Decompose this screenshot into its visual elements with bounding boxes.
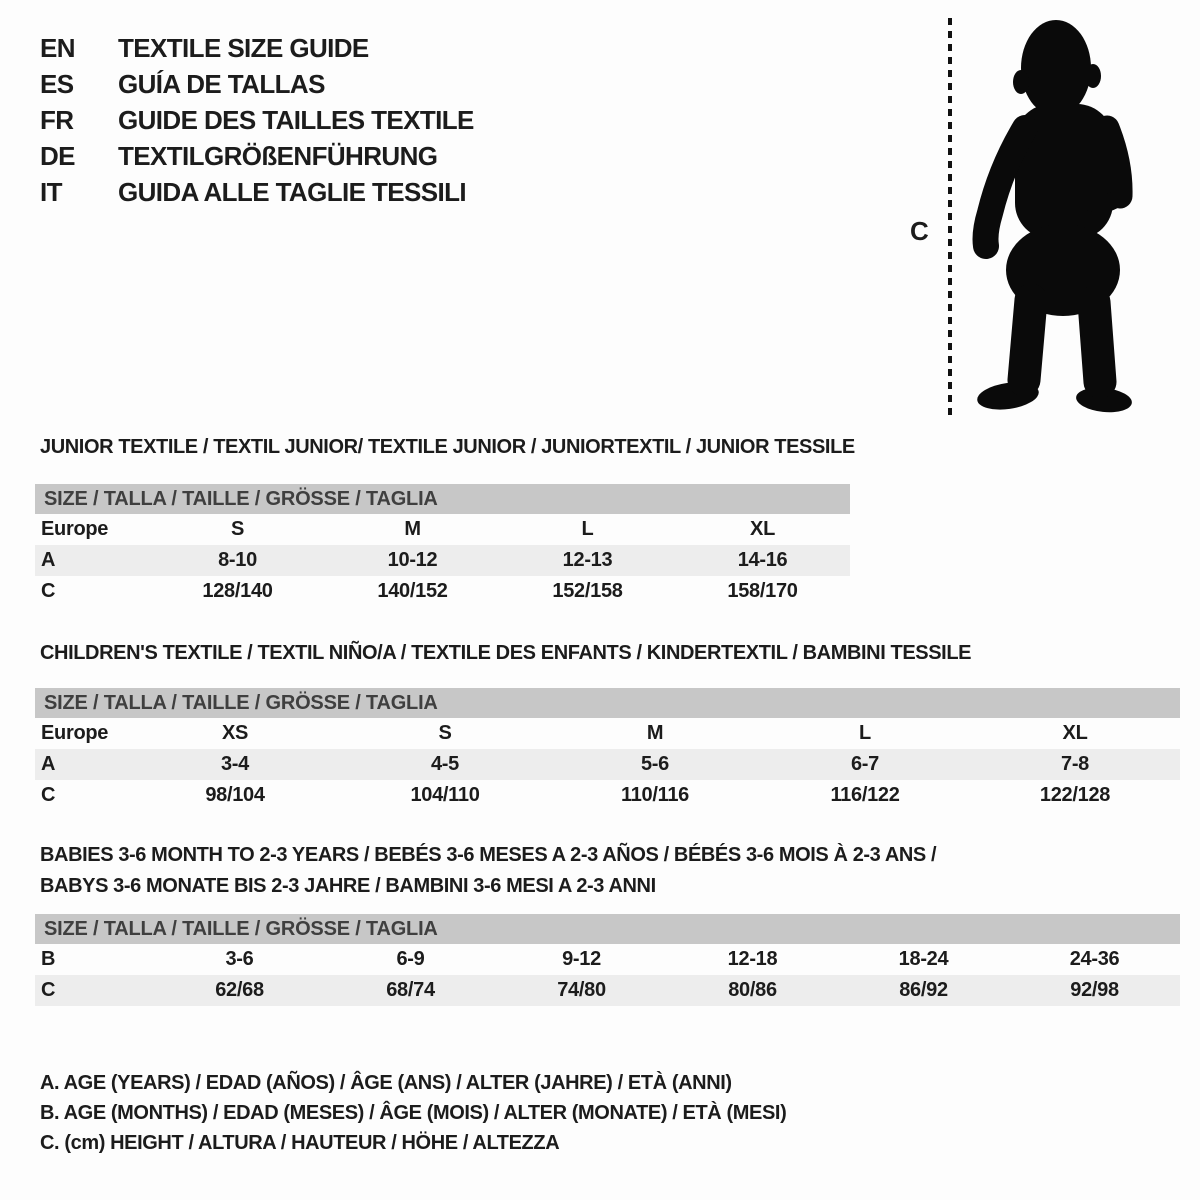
size-header-label: SIZE / TALLA / TAILLE / GRÖSSE / TAGLIA: [35, 914, 1180, 944]
size-cell: M: [404, 518, 421, 540]
size-header-bar: [35, 914, 1180, 944]
guide-title-en: TEXTILE SIZE GUIDE: [118, 32, 369, 63]
children-size-table: [35, 688, 1180, 811]
note-age-years: A. AGE (YEARS) / EDAD (AÑOS) / ÂGE (ANS) / ALTER (JAHRE) / ETÀ (ANNI): [40, 1072, 732, 1094]
row-label: Europe: [41, 722, 109, 744]
table-row-age: [35, 545, 850, 576]
size-header-bar: [35, 688, 1180, 718]
lang-code: ES: [40, 68, 74, 99]
babies-section-title: [40, 840, 936, 902]
height-cell: 110/116: [621, 784, 689, 806]
table-row-height: [35, 576, 850, 607]
row-label: A: [35, 749, 130, 780]
lang-code: EN: [40, 32, 75, 63]
height-cell: 74/80: [496, 975, 667, 1006]
size-cell: S: [438, 722, 452, 744]
age-cell: 4-5: [340, 749, 550, 780]
height-cell: 158/170: [727, 580, 798, 602]
size-cell: S: [230, 518, 245, 540]
months-cell: 3-6: [225, 948, 254, 970]
row-label: A: [35, 545, 150, 576]
lang-row-it: [40, 174, 474, 210]
lang-code: FR: [40, 104, 74, 135]
height-cell: 152/158: [552, 580, 623, 602]
height-cell: 92/98: [1009, 975, 1180, 1006]
age-cell: 5-6: [550, 749, 760, 780]
guide-title-fr: GUIDE DES TAILLES TEXTILE: [118, 104, 474, 135]
height-cell: 128/140: [202, 580, 273, 602]
row-label: B: [41, 948, 56, 970]
height-cell: 62/68: [154, 975, 325, 1006]
table-row-europe: [35, 514, 850, 545]
months-cell: 18-24: [898, 948, 949, 970]
note-age-months: B. AGE (MONTHS) / EDAD (MESES) / ÂGE (MOIS) / ALTER (MONATE) / ETÀ (MESI): [40, 1102, 787, 1124]
height-measure-label: C: [910, 216, 929, 246]
size-cell: XS: [221, 722, 249, 744]
months-cell: 6-9: [396, 948, 425, 970]
age-cell: 7-8: [970, 749, 1180, 780]
months-cell: 12-18: [727, 948, 778, 970]
note-height-cm: C. (cm) HEIGHT / ALTURA / HAUTEUR / HÖHE / ALTEZZA: [40, 1132, 560, 1154]
size-cell: L: [581, 518, 594, 540]
height-cell: 68/74: [325, 975, 496, 1006]
height-cell: 86/92: [838, 975, 1009, 1006]
table-row-height: [35, 975, 1180, 1006]
table-row-months: [35, 944, 1180, 975]
age-cell: 12-13: [500, 545, 675, 576]
height-cell: 80/86: [667, 975, 838, 1006]
height-measure-dashed-line: [948, 18, 952, 418]
lang-code: DE: [40, 140, 75, 171]
age-cell: 6-7: [760, 749, 970, 780]
babies-title-line2: BABYS 3-6 MONATE BIS 2-3 JAHRE / BAMBINI 3-6 MESI A 2-3 ANNI: [40, 875, 656, 897]
table-row-height: [35, 780, 1180, 811]
lang-row-fr: [40, 102, 474, 138]
lang-row-en: [40, 30, 474, 66]
lang-row-es: [40, 66, 474, 102]
size-cell: L: [859, 722, 871, 744]
height-cell: 122/128: [1039, 784, 1111, 806]
size-cell: M: [646, 722, 664, 744]
height-cell: 140/152: [377, 580, 448, 602]
age-cell: 3-4: [130, 749, 340, 780]
toddler-silhouette-icon: [963, 18, 1135, 416]
months-cell: 9-12: [562, 948, 601, 970]
guide-title-es: GUÍA DE TALLAS: [118, 68, 325, 99]
height-cell: 98/104: [205, 784, 265, 806]
row-label: C: [35, 975, 154, 1006]
size-header-bar: [35, 484, 850, 514]
guide-title-it: GUIDA ALLE TAGLIE TESSILI: [118, 176, 467, 207]
children-section-title: CHILDREN'S TEXTILE / TEXTIL NIÑO/A / TEXTILE DES ENFANTS / KINDERTEXTIL / BAMBINI TESSILE: [40, 642, 972, 664]
size-cell: XL: [1062, 722, 1088, 744]
babies-size-table: [35, 914, 1180, 1006]
junior-section-title: JUNIOR TEXTILE / TEXTIL JUNIOR/ TEXTILE JUNIOR / JUNIORTEXTIL / JUNIOR TESSILE: [40, 436, 855, 458]
size-cell: XL: [750, 518, 775, 540]
height-cell: 116/122: [830, 784, 900, 806]
row-label: C: [41, 784, 56, 806]
size-header-label: SIZE / TALLA / TAILLE / GRÖSSE / TAGLIA: [35, 484, 850, 514]
junior-size-table: [35, 484, 850, 607]
lang-row-de: [40, 138, 474, 174]
lang-code: IT: [40, 176, 62, 207]
babies-title-line1: BABIES 3-6 MONTH TO 2-3 YEARS / BEBÉS 3-6 MESES A 2-3 AÑOS / BÉBÉS 3-6 MOIS À 2-3 ANS /: [40, 844, 937, 866]
height-cell: 104/110: [410, 784, 480, 806]
guide-title-de: TEXTILGRÖßENFÜHRUNG: [118, 140, 438, 171]
table-row-age: [35, 749, 1180, 780]
row-label: Europe: [41, 518, 109, 540]
months-cell: 24-36: [1069, 948, 1120, 970]
age-cell: 8-10: [150, 545, 325, 576]
language-title-list: [40, 30, 474, 210]
size-header-label: SIZE / TALLA / TAILLE / GRÖSSE / TAGLIA: [35, 688, 1180, 718]
age-cell: 14-16: [675, 545, 850, 576]
age-cell: 10-12: [325, 545, 500, 576]
table-row-europe: [35, 718, 1180, 749]
legend-notes: [40, 1068, 786, 1158]
row-label: C: [41, 580, 56, 602]
